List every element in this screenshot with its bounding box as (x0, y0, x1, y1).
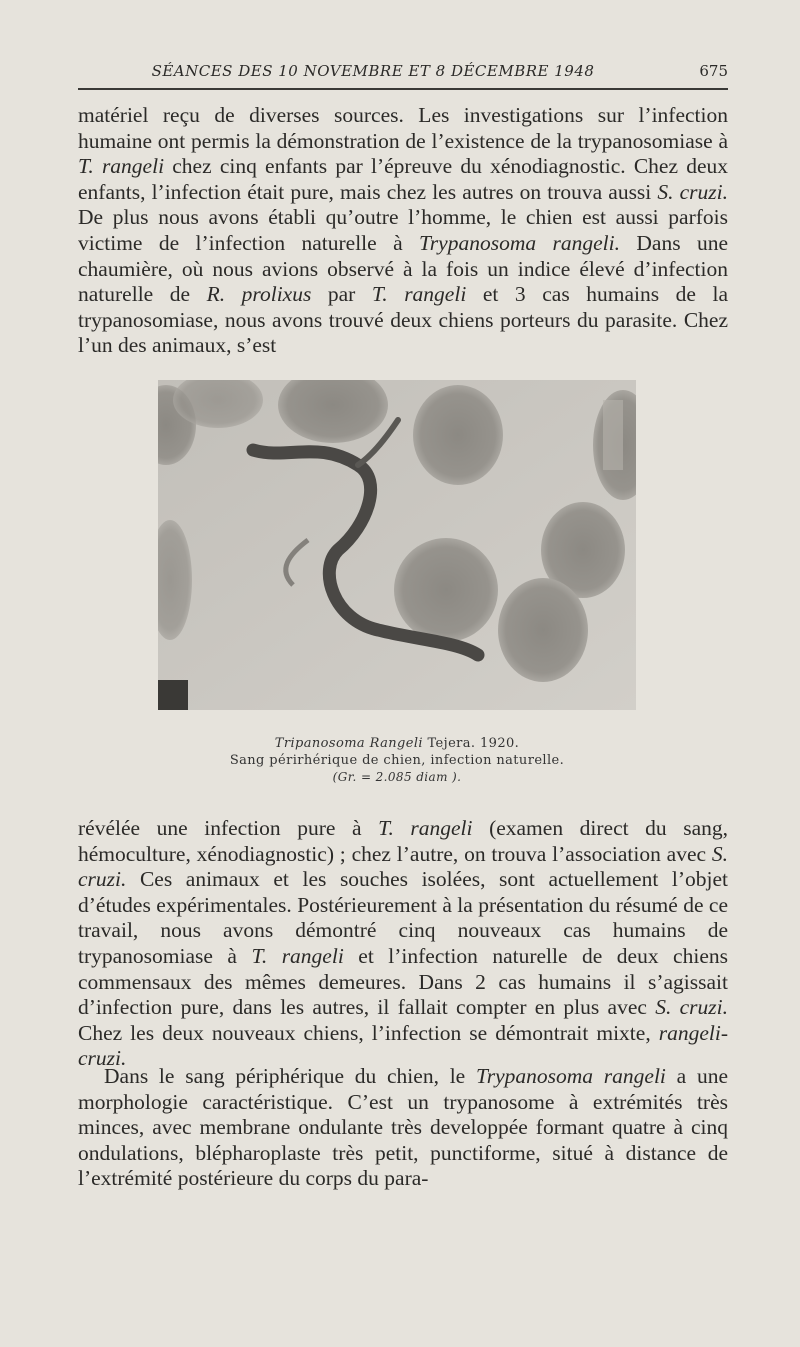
corner-shadow (158, 680, 188, 710)
species-name: S. cruzi. (657, 179, 728, 204)
text-run: Dans le sang périphérique du chien, le (104, 1064, 476, 1088)
running-title: SÉANCES DES 10 NOVEMBRE ET 8 DÉCEMBRE 1948 (151, 62, 595, 80)
text-run: De plus nous avons établi qu’outre l’homme, le chien est aussi parfois victime de l’infection naturelle à (78, 205, 728, 255)
page-number: 675 (699, 62, 728, 80)
species-name: T. rangeli (378, 816, 473, 840)
species-name: Trypanosoma rangeli (475, 1064, 666, 1088)
red-blood-cell (498, 578, 588, 682)
caption-species: Tripanosoma Rangeli (274, 736, 423, 751)
paragraph-3 (78, 1064, 728, 1192)
species-name: S. cruzi. (655, 995, 728, 1020)
species-name: T. rangeli (371, 282, 467, 307)
text-run: et 3 cas humains de la trypanosomiase, nous avons trouvé deux chiens porteurs du parasite. Chez l’un des animaux, s’est (78, 282, 729, 358)
running-head (78, 58, 728, 90)
text-run: chez cinq enfants par l’épreuve du xénodiagnostic. Chez deux enfants, l’infection était pure, mais chez les autres on trouva aussi (78, 154, 728, 204)
text-run: révélée une infection pure à (78, 816, 379, 840)
figure-caption-line3: (Gr. = 2.085 diam ). (332, 770, 462, 784)
text-run: par (311, 282, 372, 307)
red-blood-cell (413, 385, 503, 485)
red-blood-cell (394, 538, 498, 642)
species-name: Trypanosoma rangeli. (419, 230, 620, 255)
cell-fragment (603, 400, 623, 470)
micrograph-figure (158, 380, 636, 710)
figure-caption-line1 (158, 736, 636, 751)
text-run: (examen direct du sang, hémoculture, xénodiagnostic) ; chez l’autre, on trouva l’association avec (78, 816, 728, 866)
paragraph-2 (78, 816, 728, 1072)
figure-caption-line2: Sang périrhérique de chien, infection naturelle. (229, 753, 565, 768)
text-run: matériel reçu de diverses sources. Les investigations sur l’infection humaine ont permis la démonstration de l’existence de la trypanosomiase à (78, 103, 728, 153)
species-name: T. rangeli (251, 943, 344, 968)
text-run: Chez les deux nouveaux chiens, l’infection se démontrait mixte, (78, 1020, 659, 1045)
text-run: Dans une chaumière, où nous avions observé à la fois un indice élevé d’infection naturelle de (78, 230, 728, 307)
text-run: a une morphologie caractéristique. C’est un trypanosome à extrémités très minces, avec membrane ondulante très developpée formant quatre à cinq ondulations, blépharoplaste très petit, punctiforme, situé à distance de l’extrémité postérieure du corps du para- (78, 1064, 728, 1191)
text-run: Ces animaux et les souches isolées, sont actuellement l’objet d’études expérimentales. Postérieurement à la présentation du résumé de ce travail, nous avons démontré cinq nouveaux cas humains de trypanosomiase à (78, 867, 728, 968)
caption-author: Tejera. 1920. (422, 736, 520, 751)
micrograph-image (158, 380, 636, 710)
text-run: et l’infection naturelle de deux chiens commensaux des mêmes demeures. Dans 2 cas humains il s’agissait d’infection pure, dans les autres, il fallait compter en plus avec (78, 943, 728, 1020)
species-name: S. cruzi. (78, 841, 728, 892)
species-name: rangeli-cruzi. (78, 1020, 728, 1071)
species-name: T. rangeli (78, 154, 165, 179)
paragraph-1 (78, 103, 728, 359)
species-name: R. prolixus (206, 282, 312, 307)
